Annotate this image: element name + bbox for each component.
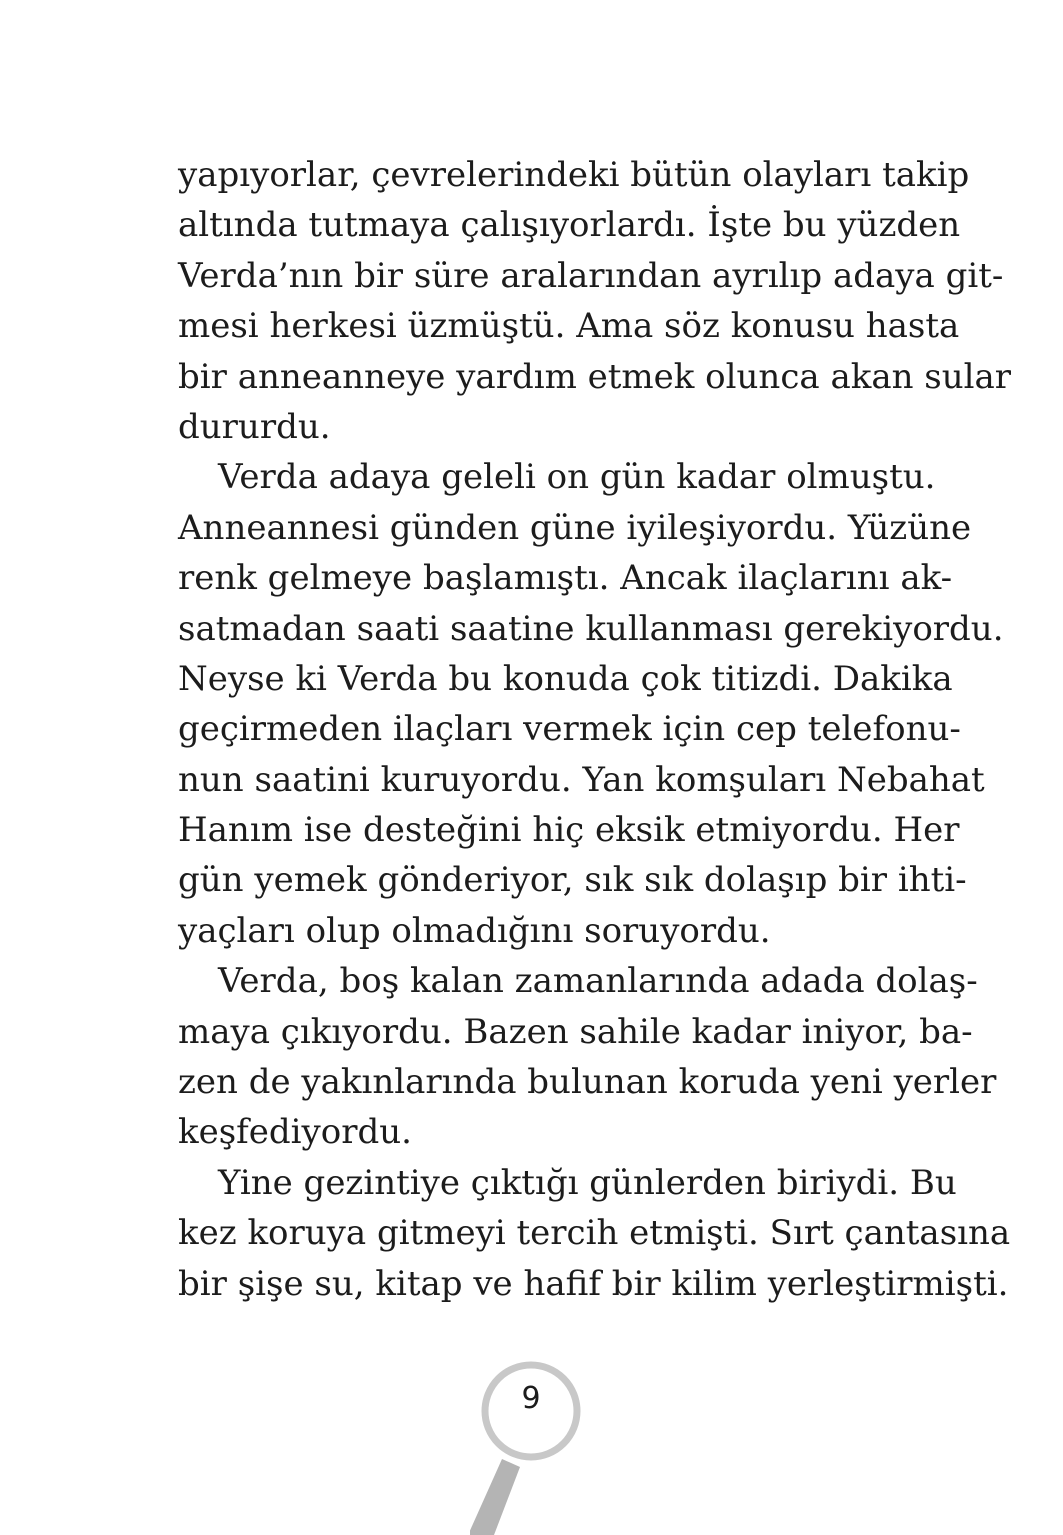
text-line: Yine gezintiye çıktığı günlerden biriydi. Bu bbox=[218, 1162, 957, 1203]
text-line: Neyse ki Verda bu konuda çok titizdi. Dakika bbox=[178, 658, 953, 699]
text-line: yaçları olup olmadığını soruyordu. bbox=[178, 910, 771, 951]
text-line: keşfediyordu. bbox=[178, 1112, 412, 1153]
text-line: renk gelmeye başlamıştı. Ancak ilaçlarını ak- bbox=[178, 558, 953, 599]
text-line: maya çıkıyordu. Bazen sahile kadar iniyor, ba- bbox=[178, 1011, 973, 1052]
page-number: 9 bbox=[521, 1381, 541, 1416]
text-line: yapıyorlar, çevrelerindeki bütün olayları takip bbox=[178, 155, 970, 195]
magnifying-glass-handle bbox=[470, 1459, 520, 1535]
text-line: altında tutmaya çalışıyorlardı. İşte bu yüzden bbox=[178, 205, 961, 246]
text-line: satmadan saati saatine kullanması gerekiyordu. bbox=[178, 608, 1004, 649]
body-text bbox=[178, 150, 1012, 1309]
text-line: gün yemek gönderiyor, sık sık dolaşıp bir ihti- bbox=[178, 860, 967, 901]
text-line: Verda adaya geleli on gün kadar olmuştu. bbox=[218, 457, 936, 498]
text-line: Hanım ise desteğini hiç eksik etmiyordu. Her bbox=[178, 810, 960, 851]
text-line: dururdu. bbox=[178, 406, 331, 447]
text-line: mesi herkesi üzmüştü. Ama söz konusu hasta bbox=[178, 306, 960, 347]
text-line: geçirmeden ilaçları vermek için cep telefonu- bbox=[178, 709, 961, 750]
text-line: nun saatini kuruyordu. Yan komşuları Nebahat bbox=[178, 759, 985, 800]
text-line: bir şişe su, kitap ve hafif bir kilim yerleştirmişti. bbox=[178, 1263, 1009, 1304]
page-number-badge bbox=[470, 1355, 590, 1535]
text-line: Verda, boş kalan zamanlarında adada dolaş- bbox=[218, 961, 978, 1002]
text-line: bir anneanneye yardım etmek olunca akan sular bbox=[178, 356, 1012, 397]
text-line: Anneannesi günden güne iyileşiyordu. Yüzüne bbox=[178, 507, 972, 548]
text-line: Verda’nın bir süre aralarından ayrılıp adaya git- bbox=[178, 255, 1004, 296]
text-line: kez koruya gitmeyi tercih etmişti. Sırt çantasına bbox=[178, 1213, 1011, 1254]
text-line: zen de yakınlarında bulunan koruda yeni yerler bbox=[178, 1062, 997, 1103]
